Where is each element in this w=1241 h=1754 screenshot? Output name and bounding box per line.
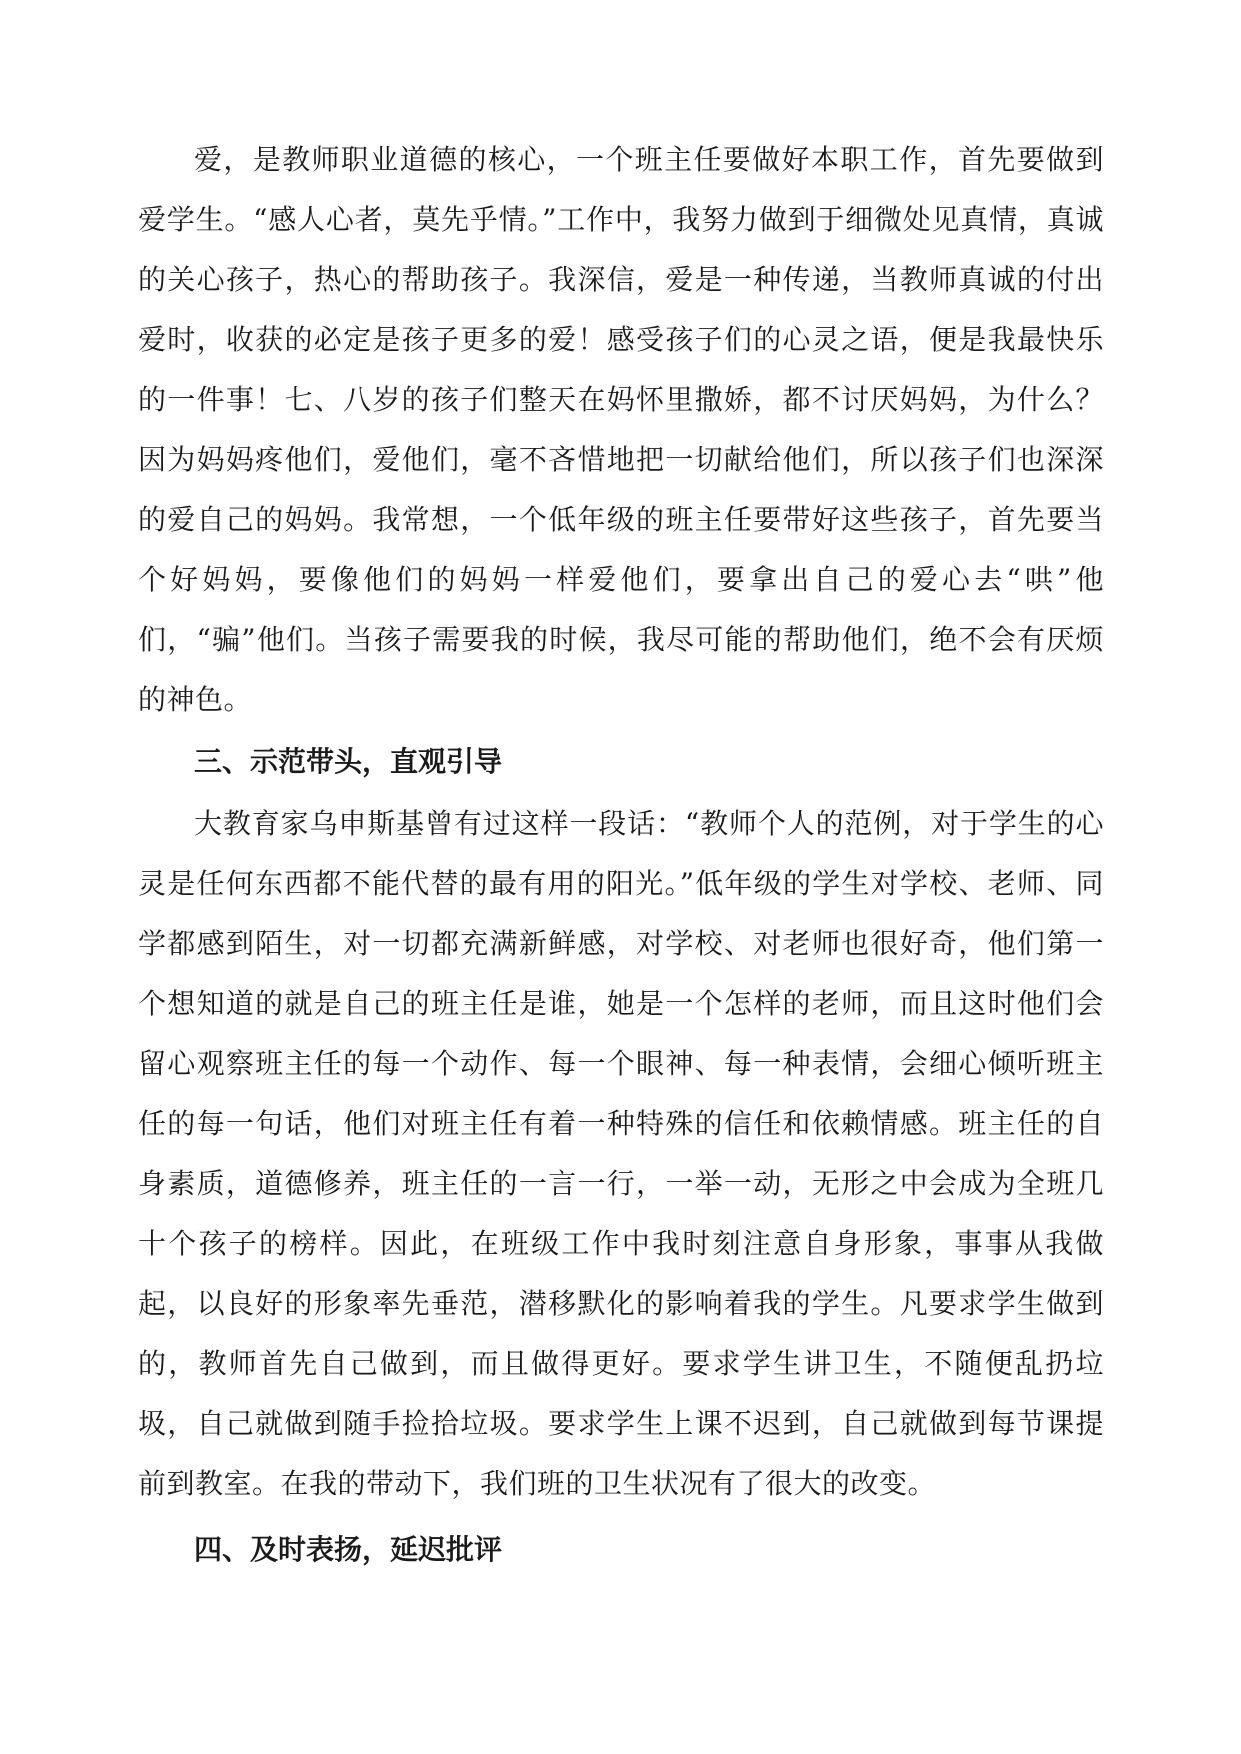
section-heading-4: 四、及时表扬，延迟批评 bbox=[194, 1533, 503, 1566]
paragraph-lead-by-example: 大教育家乌申斯基曾有过这样一段话：“教师个人的范例，对于学生的心灵是任何东西都不能代替的最有用的阳光。”低年级的学生对学校、老师、同学都感到陌生，对一切都充满新鲜感，对学校、对老师也很好奇，他们第一个想知道的就是自己的班主任是谁，她是一个怎样的老师，而且这时他们会留心观察班主任的每一个动作、每一个眼神、每一种表情，会细心倾听班主任的每一句话，他们对班主任有着一种特殊的信任和依赖情感。班主任的自身素质，道德修养，班主任的一言一行，一举一动，无形之中会成为全班几十个孩子的榜样。因此，在班级工作中我时刻注意自身形象，事事从我做起，以良好的形象率先垂范，潜移默化的影响着我的学生。凡要求学生做到的，教师首先自己做到，而且做得更好。要求学生讲卫生，不随便乱扔垃圾，自己就做到随手捡拾垃圾。要求学生上课不迟到，自己就做到每节课提前到教室。在我的带动下，我们班的卫生状况有了很大的改变。 bbox=[138, 807, 1104, 1500]
document-body bbox=[138, 130, 1104, 1582]
paragraph-love-students: 爱，是教师职业道德的核心，一个班主任要做好本职工作，首先要做到爱学生。“感人心者，莫先乎情。”工作中，我努力做到于细微处见真情，真诚的关心孩子，热心的帮助孩子。我深信，爱是一种传递，当教师真诚的付出爱时，收获的必定是孩子更多的爱！感受孩子们的心灵之语，便是我最快乐的一件事！七、八岁的孩子们整天在妈怀里撒娇，都不讨厌妈妈，为什么？因为妈妈疼他们，爱他们，毫不吝惜地把一切献给他们，所以孩子们也深深的爱自己的妈妈。我常想，一个低年级的班主任要带好这些孩子，首先要当个好妈妈，要像他们的妈妈一样爱他们，要拿出自己的爱心去“哄”他们，“骗”他们。当孩子需要我的时候，我尽可能的帮助他们，绝不会有厌烦的神色。 bbox=[138, 143, 1104, 716]
section-heading-3: 三、示范带头，直观引导 bbox=[194, 745, 503, 778]
